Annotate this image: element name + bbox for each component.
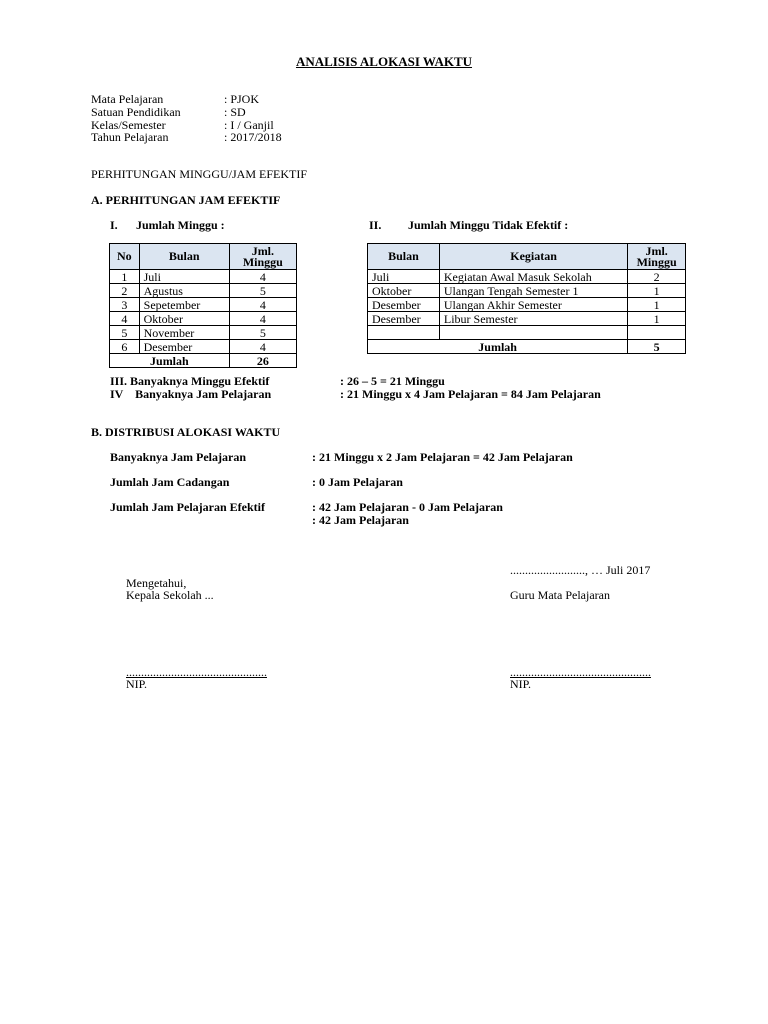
table-row (110, 312, 297, 326)
table-row (368, 284, 686, 298)
table1-header-no: No (110, 244, 140, 270)
sub-i-text: Jumlah Minggu : (136, 218, 225, 232)
table1-cell: Agustus (139, 284, 229, 298)
table1-cell: Desember (139, 340, 229, 354)
table2-cell: Oktober (368, 284, 440, 298)
table2-cell: 1 (628, 284, 686, 298)
table2-cell: 1 (628, 312, 686, 326)
table2-cell: Kegiatan Awal Masuk Sekolah (439, 270, 627, 284)
info-value-mapel: : PJOK (224, 92, 260, 106)
info-label-tahun: Tahun Pelajaran (91, 130, 169, 144)
table2-cell: 2 (628, 270, 686, 284)
dist-label-banyaknya: Banyaknya Jam Pelajaran (110, 450, 247, 464)
info-label-satuan: Satuan Pendidikan (91, 105, 181, 119)
table2-cell: 1 (628, 298, 686, 312)
table1-cell: 4 (110, 312, 140, 326)
table1-cell: 4 (229, 270, 296, 284)
info-value-tahun: : 2017/2018 (224, 130, 282, 144)
sign-date: ........................., … Juli 2017 (510, 563, 651, 577)
table1-cell: 5 (229, 326, 296, 340)
table1-cell: Oktober (139, 312, 229, 326)
sub-ii-text: Jumlah Minggu Tidak Efektif : (408, 218, 569, 232)
table1-cell: 4 (229, 340, 296, 354)
line-iv-label: IV Banyaknya Jam Pelajaran (110, 387, 272, 401)
table2-cell: Ulangan Tengah Semester 1 (439, 284, 627, 298)
table2-cell: Juli (368, 270, 440, 284)
sign-left-line2: Kepala Sekolah ... (126, 588, 214, 602)
heading-main: PERHITUNGAN MINGGU/JAM EFEKTIF (91, 167, 307, 181)
line-iii-label: III. Banyaknya Minggu Efektif (110, 374, 270, 388)
dist-value-cadangan: : 0 Jam Pelajaran (312, 475, 403, 489)
table1-cell: 3 (110, 298, 140, 312)
table2-cell: Libur Semester (439, 312, 627, 326)
dist-label-cadangan: Jumlah Jam Cadangan (110, 475, 230, 489)
table1-cell: 1 (110, 270, 140, 284)
table1-total-row (110, 354, 297, 368)
line-iv-value: : 21 Minggu x 4 Jam Pelajaran = 84 Jam Pelajaran (340, 387, 601, 401)
table-row (368, 298, 686, 312)
document-title: ANALISIS ALOKASI WAKTU (295, 54, 473, 69)
info-label-kelas: Kelas/Semester (91, 118, 166, 132)
table1-cell: 5 (229, 284, 296, 298)
info-value-satuan: : SD (224, 105, 246, 119)
line-iii-value: : 26 – 5 = 21 Minggu (340, 374, 445, 388)
sign-left-line1: Mengetahui, (126, 576, 187, 590)
table-row (110, 326, 297, 340)
table1-cell: Sepetember (139, 298, 229, 312)
info-value-kelas: : I / Ganjil (224, 118, 274, 132)
table2-cell (439, 326, 627, 340)
table2-header-jml: Jml. Minggu (628, 244, 686, 270)
table2-cell (368, 326, 440, 340)
dist-value-efektif: : 42 Jam Pelajaran - 0 Jam Pelajaran (312, 500, 503, 514)
table2-header-kegiatan: Kegiatan (439, 244, 627, 270)
sub-ii-num: II. (369, 218, 382, 232)
table1-header-bulan: Bulan (139, 244, 229, 270)
section-b-heading: B. DISTRIBUSI ALOKASI WAKTU (91, 425, 281, 439)
info-label-mapel: Mata Pelajaran (91, 92, 164, 106)
section-a-heading: A. PERHITUNGAN JAM EFEKTIF (91, 193, 281, 207)
table1-cell: 4 (229, 298, 296, 312)
dist-label-efektif: Jumlah Jam Pelajaran Efektif (110, 500, 265, 514)
dist-value-efektif-result: : 42 Jam Pelajaran (312, 513, 409, 527)
table2-cell (628, 326, 686, 340)
table-row (110, 270, 297, 284)
sign-right-dots: ............................................... (510, 665, 651, 679)
table-row (110, 298, 297, 312)
table-row (368, 312, 686, 326)
sign-right-nip: NIP. (510, 677, 532, 691)
table-row (110, 340, 297, 354)
table-row (368, 326, 686, 340)
table1-cell: Juli (139, 270, 229, 284)
table1-header-jml: Jml. Minggu (229, 244, 296, 270)
table1-cell: 6 (110, 340, 140, 354)
dist-value-banyaknya: : 21 Minggu x 2 Jam Pelajaran = 42 Jam Pelajaran (312, 450, 573, 464)
sign-right-line2: Guru Mata Pelajaran (510, 588, 610, 602)
table2-total-value: 5 (628, 340, 686, 354)
sub-i-num: I. (110, 218, 118, 232)
table2-cell: Desember (368, 312, 440, 326)
table1-cell: 2 (110, 284, 140, 298)
table1-total-value: 26 (229, 354, 296, 368)
table2-total-row (368, 340, 686, 354)
table1-cell: 5 (110, 326, 140, 340)
table2-total-label: Jumlah (368, 340, 628, 354)
table1-total-label: Jumlah (110, 354, 230, 368)
minggu-tidak-efektif-table (367, 243, 686, 354)
sign-left-dots: ............................................... (126, 665, 267, 679)
table2-cell: Ulangan Akhir Semester (439, 298, 627, 312)
table2-header-bulan: Bulan (368, 244, 440, 270)
table-row (110, 284, 297, 298)
table1-cell: November (139, 326, 229, 340)
jumlah-minggu-table (109, 243, 297, 368)
table1-cell: 4 (229, 312, 296, 326)
sign-left-nip: NIP. (126, 677, 148, 691)
table-row (368, 270, 686, 284)
table2-cell: Desember (368, 298, 440, 312)
